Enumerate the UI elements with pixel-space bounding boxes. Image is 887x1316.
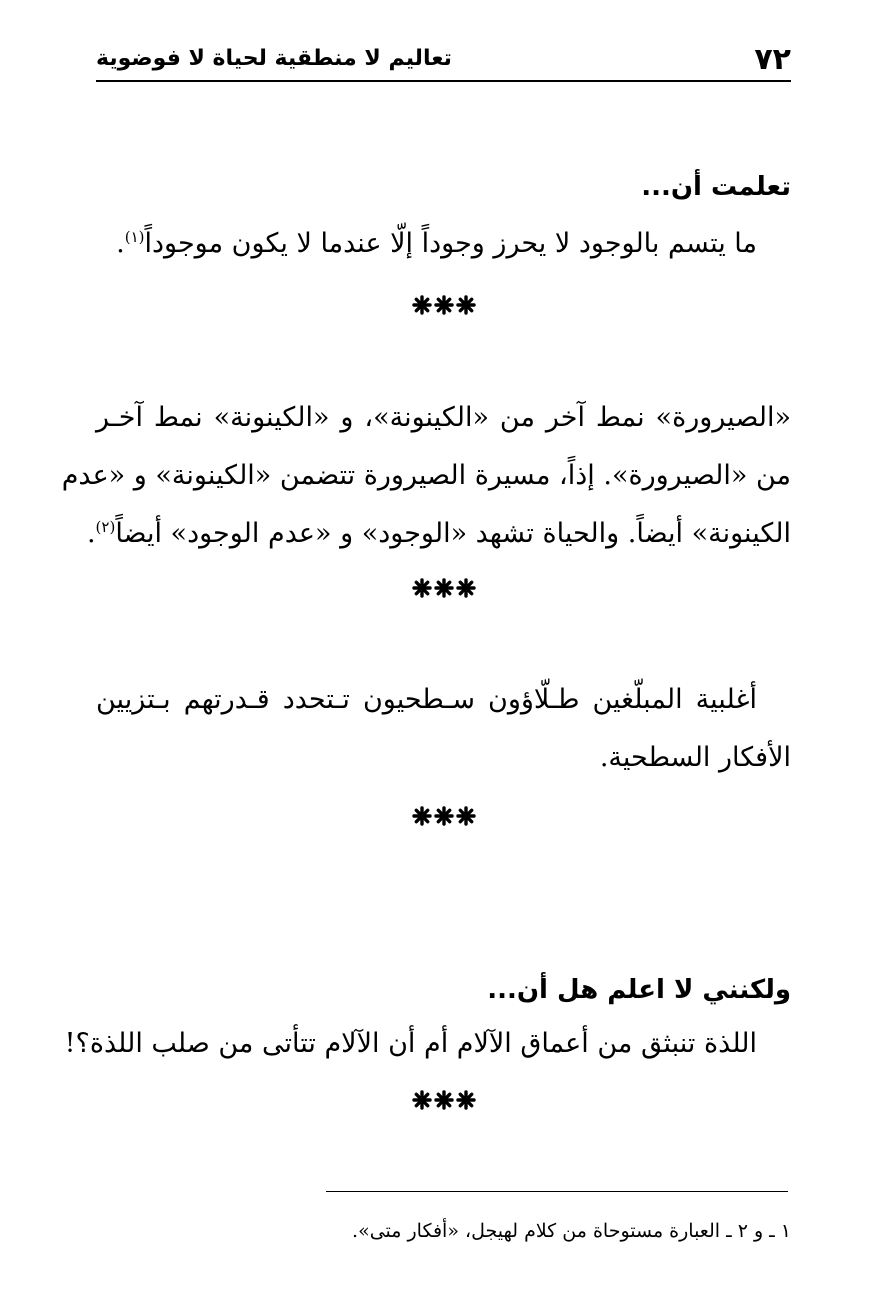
line-end: . [86,518,96,549]
header-rule [96,80,791,82]
footnote-ref-2: (٢) [95,518,116,536]
section-separator [0,295,887,319]
star-icon [412,806,432,826]
star-icon [412,578,432,598]
separator-glyphs [411,583,477,602]
separator-glyphs [411,811,477,830]
separator-glyphs [411,300,477,319]
section-separator [0,578,887,602]
line-text: ما يتسم بالوجود لا يحرز وجوداً إلّا عندما لا يكون موجوداً [144,228,757,259]
line-end: . [116,228,125,259]
section-heading-dont-know: ولكنني لا اعلم هل أن... [487,975,791,1005]
running-title: تعاليم لا منطقية لحياة لا فوضوية [96,46,452,71]
star-icon [412,295,432,315]
footnote-ref-1: (١) [124,228,145,246]
page-number: ٧٢ [754,42,791,77]
footnote: ١ ـ و ٢ ـ العبارة مستوحاة من كلام لهيجل، «أفكار متى». [352,1220,791,1242]
section-separator [0,806,887,830]
separator-glyphs [411,1095,477,1114]
line-text: الكينونة» أيضاً. والحياة تشهد «الوجود» و «عدم الوجود» أيضاً [115,518,791,549]
star-icon [434,295,454,315]
text-line: أغلبية المبلّغين طـلّاؤون سـطحيون تـتحدد قـدرتهم بـتزيين [96,684,757,715]
star-icon [434,1090,454,1110]
star-icon [412,1090,432,1110]
page-header [96,40,791,82]
text-line: اللذة تنبثق من أعماق الآلام أم أن الآلام تتأتى من صلب اللذة؟! [64,1028,757,1059]
star-icon [434,806,454,826]
text-line: من «الصيرورة». إذاً، مسيرة الصيرورة تتضمن «الكينونة» و «عدم [61,460,791,491]
section-separator [0,1090,887,1114]
section-heading-learned: تعلمت أن... [641,172,791,202]
star-icon [434,578,454,598]
star-icon [456,1090,476,1110]
text-line [87,518,791,549]
star-icon [456,806,476,826]
star-icon [456,295,476,315]
text-line [116,228,757,259]
footnote-rule [326,1191,788,1192]
star-icon [456,578,476,598]
text-line: «الصيرورة» نمط آخر من «الكينونة»، و «الكينونة» نمط آخـر [96,402,791,433]
text-line: الأفكار السطحية. [599,742,791,773]
